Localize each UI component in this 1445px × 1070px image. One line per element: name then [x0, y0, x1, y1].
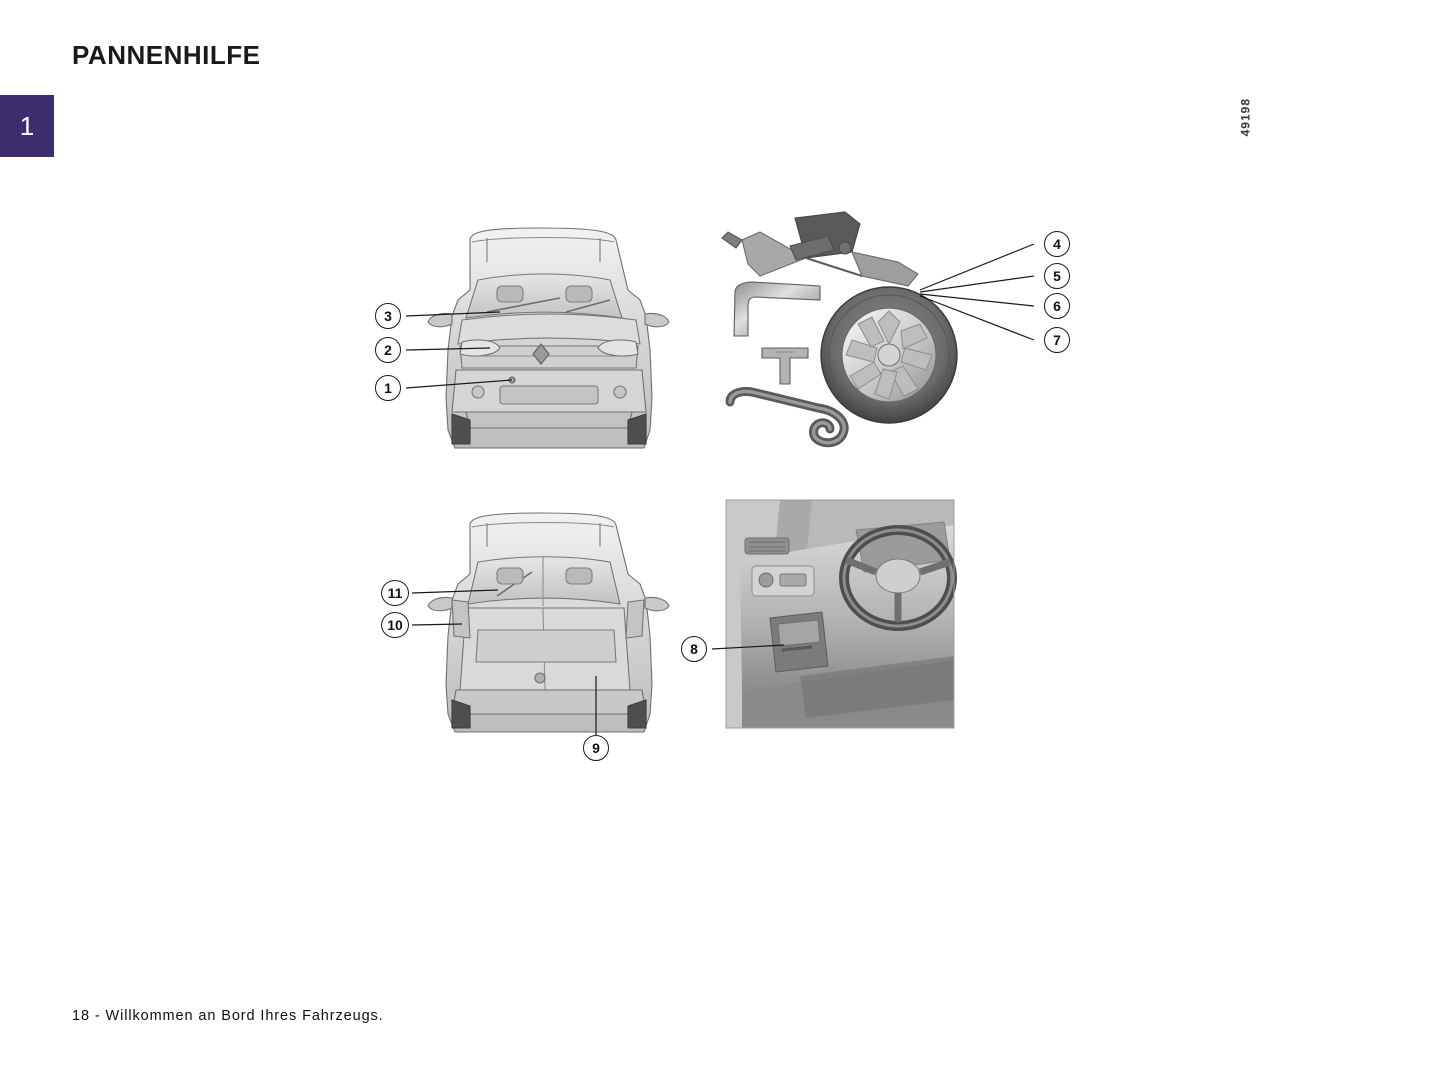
dashboard-leader-line	[712, 645, 784, 649]
vehicle-rear-view-drawing	[428, 513, 669, 732]
callout-11[interactable]	[381, 580, 409, 606]
callout-4[interactable]	[1044, 231, 1070, 257]
callout-7[interactable]	[1044, 327, 1070, 353]
callout-5-label: 5	[1053, 268, 1061, 284]
callout-4-label: 4	[1053, 236, 1061, 252]
front-view-leader-lines	[406, 312, 512, 388]
callout-1-label: 1	[384, 380, 392, 396]
callout-3-label: 3	[384, 308, 392, 324]
callout-2-label: 2	[384, 342, 392, 358]
page-title: PANNENHILFE	[72, 40, 261, 70]
chapter-number-tab	[0, 95, 54, 157]
callout-6-label: 6	[1053, 298, 1061, 314]
figure-reference-code: 49198	[1238, 98, 1252, 137]
callout-7-label: 7	[1053, 332, 1061, 348]
callout-1[interactable]	[375, 375, 401, 401]
callout-5[interactable]	[1044, 263, 1070, 289]
vehicle-front-view-drawing	[428, 228, 669, 448]
chapter-number-label: 1	[19, 110, 35, 141]
callout-8-label: 8	[690, 641, 698, 657]
toolkit-leader-lines	[920, 244, 1034, 340]
callout-9-label: 9	[592, 740, 600, 756]
page-footer: 18 - Willkommen an Bord Ihres Fahrzeugs.	[72, 1008, 384, 1024]
callout-11-label: 11	[387, 585, 403, 601]
callout-3[interactable]	[375, 303, 401, 329]
callout-8[interactable]	[681, 636, 707, 662]
callout-10[interactable]	[381, 612, 409, 638]
callout-2[interactable]	[375, 337, 401, 363]
callout-10-label: 10	[387, 617, 403, 633]
dashboard-view-drawing	[726, 500, 954, 728]
callout-6[interactable]	[1044, 293, 1070, 319]
tool-kit-drawing	[722, 212, 918, 443]
callout-9[interactable]	[583, 735, 609, 761]
spare-wheel-drawing	[821, 287, 957, 423]
rear-view-leader-lines	[412, 590, 596, 735]
